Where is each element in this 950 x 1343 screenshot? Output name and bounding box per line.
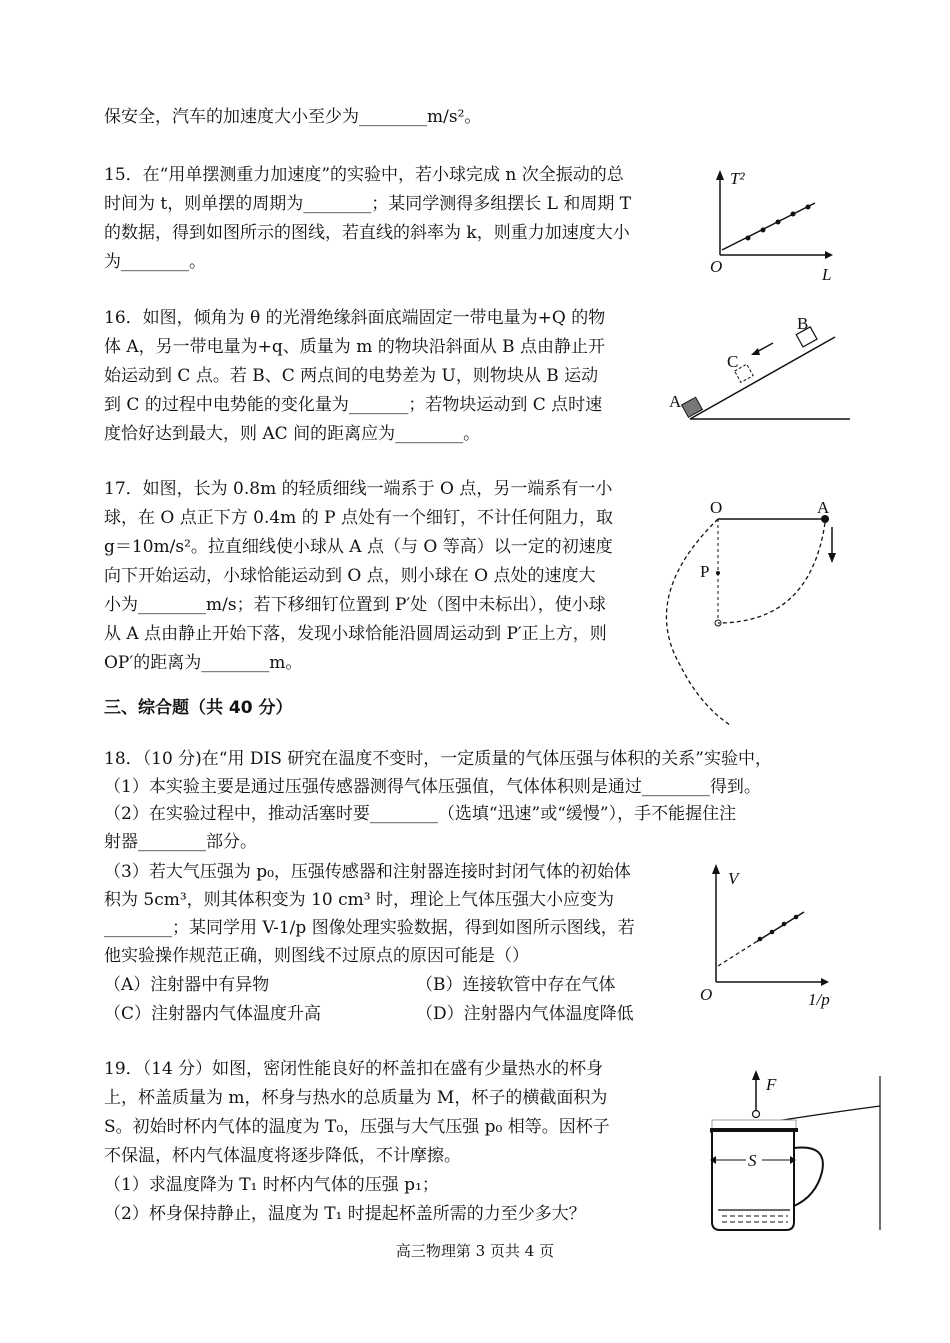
q17-pendulum-figure <box>660 495 840 735</box>
q18-line-2: （1）本实验主要是通过压强传感器测得气体压强值，气体体积则是通过________得到。 <box>104 777 761 797</box>
q18-option-b: （B）连接软管中存在气体 <box>416 975 616 995</box>
q15-fit-line <box>722 203 815 250</box>
q18-line-6: 积为 5cm³，则其体积变为 10 cm³ 时，理论上气体压强大小应变为 <box>104 890 614 910</box>
q19-cup-handle <box>794 1148 823 1207</box>
q17-label-p: P <box>700 562 710 581</box>
q19-lid-rim <box>710 1128 798 1132</box>
q15-line-4: 为________。 <box>104 252 206 272</box>
q19-cup-figure <box>700 1070 900 1240</box>
q15-line-1: 15．在“用单摆测重力加速度”的实验中，若小球完成 n 次全振动的总 <box>104 165 624 185</box>
q16-incline-figure <box>665 305 855 435</box>
q17-line-1: 17．如图，长为 0.8m 的轻质细线一端系于 O 点，另一端系有一小 <box>104 479 613 499</box>
q18-option-d: （D）注射器内气体温度降低 <box>416 1004 634 1024</box>
q18-extrapolation-line <box>718 942 756 966</box>
q15-data-point <box>761 228 766 233</box>
q18-line-8: 他实验操作规范正确，则图线不过原点的原因可能是（） <box>104 946 529 966</box>
q19-line-2: 上，杯盖质量为 m，杯身与热水的总质量为 M，杯子的横截面积为 <box>104 1088 608 1108</box>
q16-line-2: 体 A，另一带电量为+q、质量为 m 的物块沿斜面从 B 点由静止开 <box>104 337 606 357</box>
q18-line-4: 射器________部分。 <box>104 832 257 852</box>
q16-line-1: 16．如图，倾角为 θ 的光滑绝缘斜面底端固定一带电量为+Q 的物 <box>104 308 606 328</box>
q18-line-5: （3）若大气压强为 p₀，压强传感器和注射器连接时封闭气体的初始体 <box>104 862 631 882</box>
q15-y-label: T² <box>730 169 745 188</box>
q18-y-label: V <box>728 869 739 888</box>
q19-line-3: S。初始时杯内气体的温度为 T₀，压强与大气压强 p₀ 相等。因杯子 <box>104 1117 610 1137</box>
q18-data-point <box>794 915 799 920</box>
q14-tail: 保安全，汽车的加速度大小至少为________m/s²。 <box>104 107 482 127</box>
q18-line-3: （2）在实验过程中，推动活塞时要________（选填“迅速”或“缓慢”），手不能握住注 <box>104 804 737 824</box>
q19-lid-knob <box>753 1111 760 1118</box>
q16-line-5: 度恰好达到最大，则 AC 间的距离应为________。 <box>104 424 481 444</box>
q18-option-a: （A）注射器中有异物 <box>104 975 270 995</box>
page-footer: 高三物理第 3 页共 4 页 <box>395 1242 555 1260</box>
q18-line-7: ________；某同学用 V-1/p 图像处理实验数据，得到如图所示图线，若 <box>104 918 635 938</box>
q18-line-1: 18．（10 分)在“用 DIS 研究在温度不变时，一定质量的气体压强与体积的关系”实验中， <box>104 749 772 769</box>
q15-origin-label: O <box>710 257 723 276</box>
q15-data-point <box>776 220 781 225</box>
q18-x-label: 1/p <box>808 990 830 1009</box>
q19-cup-bottom <box>712 1222 794 1230</box>
q18-option-c: （C）注射器内气体温度升高 <box>104 1004 322 1024</box>
q16-label-b: B <box>797 314 809 333</box>
q18-origin-label: O <box>700 985 713 1004</box>
q19-line-5: （1）求温度降为 T₁ 时杯内气体的压强 p₁； <box>104 1175 439 1195</box>
q17-line-6: 从 A 点由静止开始下落，发现小球恰能沿圆周运动到 P′正上方，则 <box>104 624 607 644</box>
q15-line-2: 时间为 t，则单摆的周期为________；某同学测得多组摆长 L 和周期 T <box>104 194 632 214</box>
q15-data-point <box>806 205 811 210</box>
q17-line-5: 小为________m/s；若下移细钉位置到 P′处（图中未标出），使小球 <box>104 595 606 615</box>
q19-force-label: F <box>766 1075 777 1094</box>
q19-line-1: 19．（14 分）如图，密闭性能良好的杯盖扣在盛有少量热水的杯身 <box>104 1059 604 1079</box>
q17-line-7: OP′的距离为________m。 <box>104 653 303 673</box>
q17-arc-lower <box>718 523 825 623</box>
q16-label-a: A <box>669 392 682 411</box>
q17-nail-p <box>716 571 720 575</box>
q17-label-o: O <box>710 498 723 517</box>
q17-label-a: A <box>817 498 830 517</box>
q16-line-3: 始运动到 C 点。若 B、C 两点间的电势差为 U，则物块从 B 运动 <box>104 366 599 386</box>
q16-line-4: 到 C 的过程中电势能的变化量为_______；若物块运动到 C 点时速 <box>104 395 603 415</box>
q17-line-3: g＝10m/s²。拉直细线使小球从 A 点（与 O 等高）以一定的初速度 <box>104 537 613 557</box>
q15-data-point <box>791 212 796 217</box>
section-3-title: 三、综合题（共 40 分） <box>104 698 293 718</box>
q18-graph-figure <box>696 862 846 1012</box>
q19-line-4: 不保温，杯内气体温度将逐步降低，不计摩擦。 <box>104 1146 461 1166</box>
q15-data-point <box>746 236 751 241</box>
q15-graph-figure <box>700 160 840 290</box>
q16-label-c: C <box>727 352 739 371</box>
q18-data-point <box>770 930 775 935</box>
q17-line-4: 向下开始运动，小球恰能运动到 O 点，则小球在 O 点处的速度大 <box>104 566 596 586</box>
q17-line-2: 球，在 O 点正下方 0.4m 的 P 点处有一个细钉，不计任何阻力，取 <box>104 508 613 528</box>
q19-line-6: （2）杯身保持静止，温度为 T₁ 时提起杯盖所需的力至少多大？ <box>104 1204 586 1224</box>
q18-data-point <box>758 937 763 942</box>
q15-line-3: 的数据，得到如图所示的图线，若直线的斜率为 k，则重力加速度大小 <box>104 223 630 243</box>
q19-area-label: S <box>748 1151 757 1170</box>
q15-x-label: L <box>822 265 832 284</box>
q18-data-point <box>782 922 787 927</box>
